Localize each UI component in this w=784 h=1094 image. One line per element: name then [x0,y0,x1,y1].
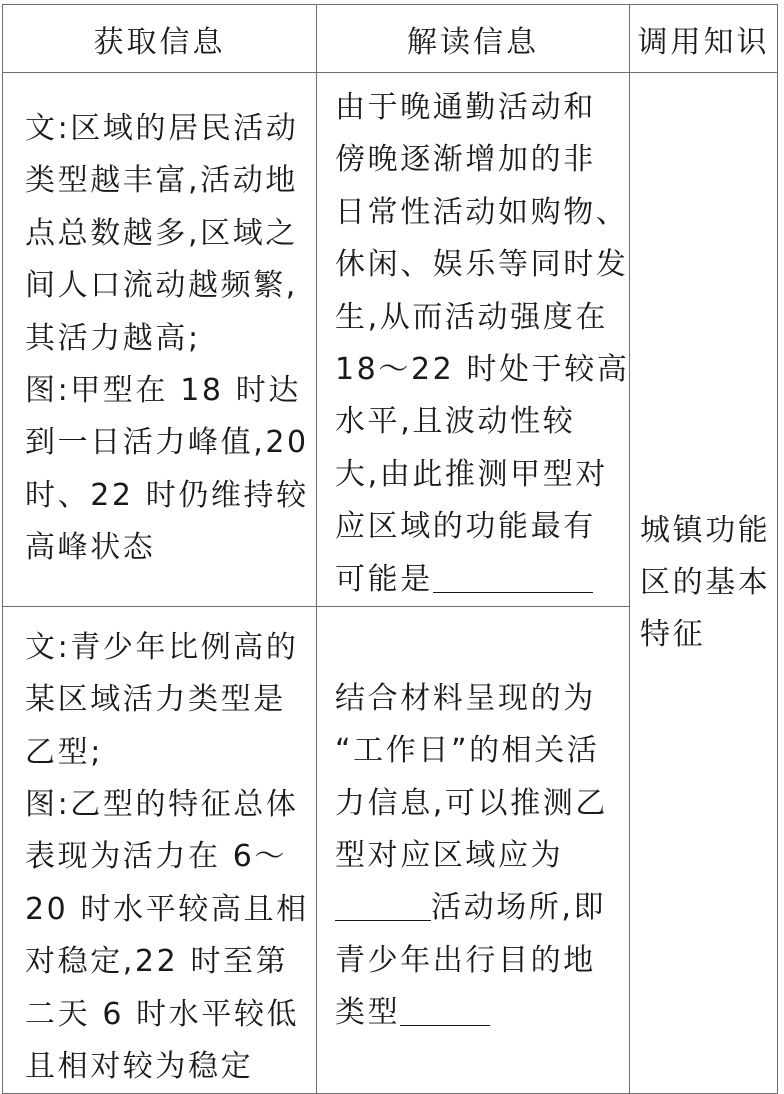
text-line: 图:甲型在 18 时达 [25,372,301,408]
knowledge-text [640,505,777,662]
text-line: 文:区域的居民活动 [25,111,299,146]
header-cell-interpret: 解读信息 [317,5,630,73]
text-line: 力信息,可以推测乙 [335,785,608,821]
header-cell-obtain: 获取信息 [3,5,317,73]
text-line: 生,从而活动强度在 [335,299,608,335]
text-line: 高峰状态 [25,530,156,566]
text-line: 青少年出行目的地 [335,942,596,978]
text-line: 型对应区域应为 [335,838,564,874]
text-line: 日常性活动如购物、 [335,194,629,230]
text-line [335,554,629,606]
text-line [335,987,629,1039]
row2-interpret-cell [317,606,630,1094]
info-table [2,4,778,1094]
text-line: 休闲、娱乐等同时发 [335,247,629,283]
text-line: 且相对较为稳定 [25,1049,254,1085]
text-line: 大,由此推测甲型对 [335,456,608,492]
row2-interpret-text [335,673,629,1040]
text-line: 城镇功能 [640,512,771,548]
row1-obtain-cell [3,73,317,607]
header-row [3,5,778,73]
row1-obtain-text [25,103,316,575]
row2-obtain-text [25,622,316,1094]
text-line: 傍晚逐渐增加的非 [335,142,596,178]
text-line: 类型越丰富,活动地 [25,163,298,199]
text-line: 20 时水平较高且相 [25,891,309,927]
text-line: 到一日活力峰值,20 [25,425,309,461]
text-line: 特征 [640,617,706,653]
answer-blank[interactable] [400,989,490,1026]
row2-obtain-cell [3,606,317,1094]
row1-interpret-cell [317,73,630,607]
row1-interpret-text [335,82,629,606]
text-line: 图:乙型的特征总体 [25,787,299,823]
text-line: 二天 6 时水平较低 [25,996,300,1032]
text-line: 时、22 时仍维持较 [25,477,309,513]
header-cell-knowledge: 调用知识 [630,5,778,73]
text-line: 间人口流动越频繁, [25,268,298,304]
table-row [3,73,778,607]
text-line: 对稳定,22 时至第 [25,944,289,980]
text-line: 文:青少年比例高的 [25,629,299,665]
text-line: 区的基本 [640,565,771,601]
answer-prefix: 可能是 [335,561,433,597]
text-line: 其活力越高; [25,320,201,356]
answer-blank[interactable] [433,556,593,593]
text-line: “工作日”的相关活 [335,733,600,769]
text-line: 18～22 时处于较高 [335,351,630,387]
text-line: 某区域活力类型是 [25,682,286,718]
text-line: 由于晚通勤活动和 [335,90,596,125]
text-line: 表现为活力在 6～ [25,839,288,875]
blank-suffix: 活动场所,即 [431,890,607,926]
text-line: 水平,且波动性较 [335,404,576,440]
text-line: 结合材料呈现的为 [335,680,596,716]
text-line [335,882,629,934]
knowledge-cell [630,73,778,1094]
text-line: 点总数越多,区域之 [25,215,298,251]
answer-blank[interactable] [335,884,431,921]
answer-prefix: 类型 [335,995,401,1031]
text-line: 应区域的功能最有 [335,509,596,545]
text-line: 乙型; [25,734,103,770]
